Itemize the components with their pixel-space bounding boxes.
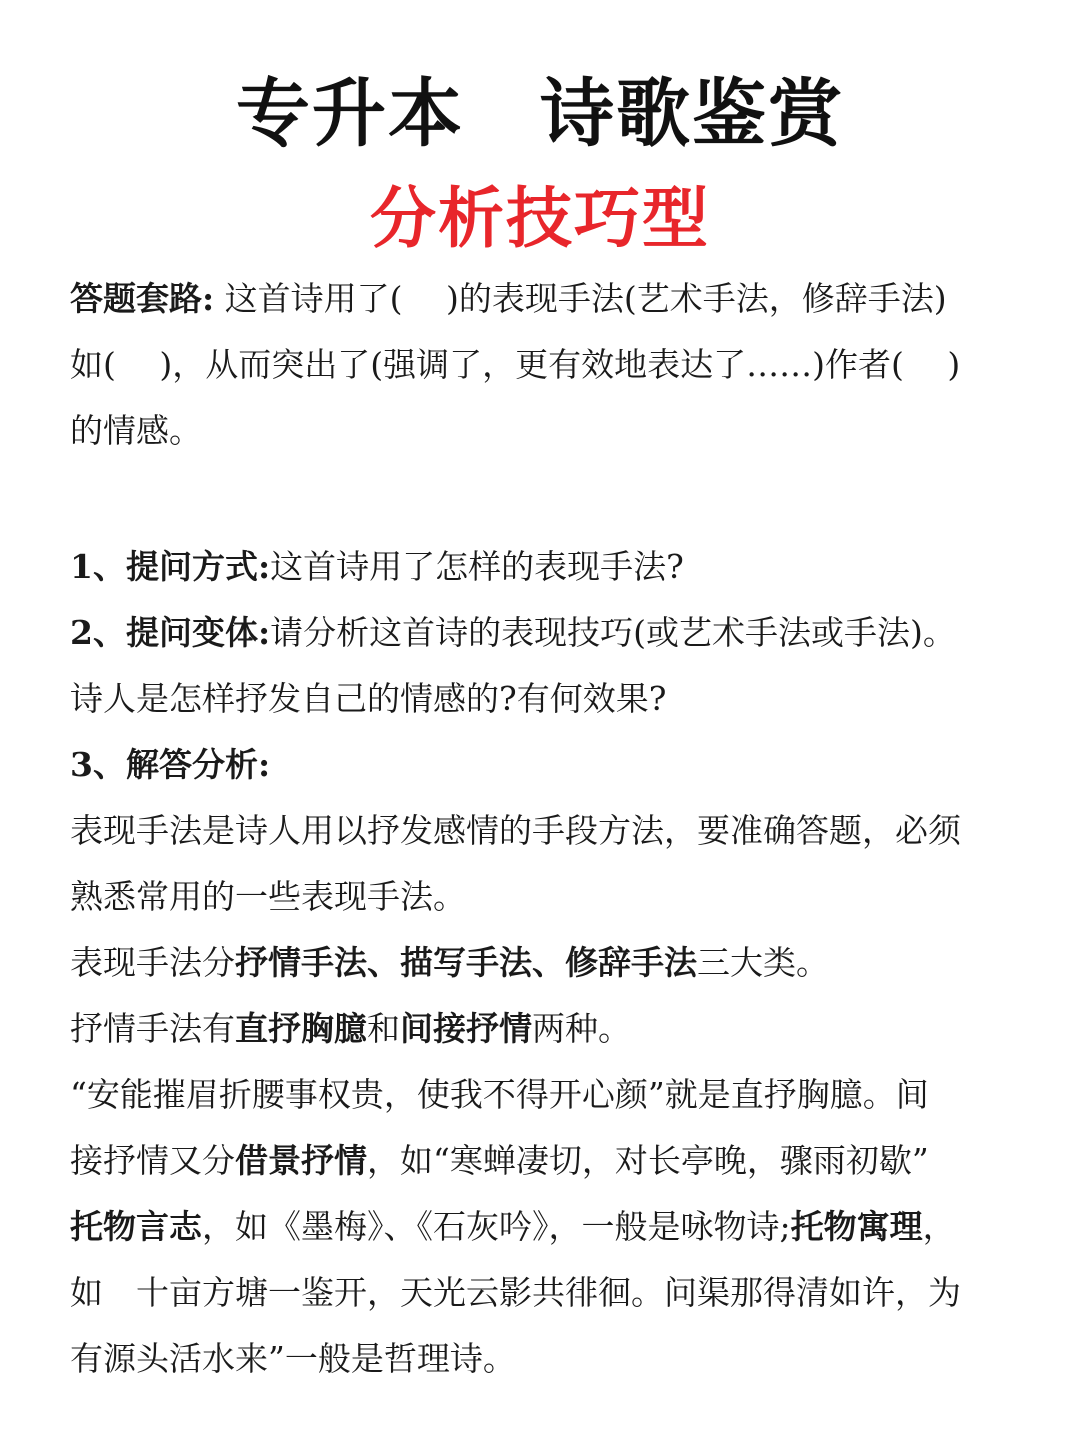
analysis-line-6 [70,1128,1015,1194]
question-item-2-continued: 诗人是怎样抒发自己的情感的?有何效果? [70,679,667,718]
analysis-text: 接抒情又分 [70,1141,235,1180]
question-text-2: 请分析这首诗的表现技巧(或艺术手法或手法)。 [270,613,956,652]
analysis-text: 三大类。 [697,943,829,982]
analysis-line-3 [70,930,1015,996]
analysis-text: 抒情手法有 [70,1009,235,1048]
question-label-3: 3、解答分析: [70,745,271,784]
question-item-1 [70,534,1015,600]
analysis-line-4 [70,996,1015,1062]
analysis-line-2: 熟悉常用的一些表现手法。 [70,877,466,916]
answer-template-section [70,266,1015,464]
analysis-keyword: 直抒胸臆 [235,1009,367,1048]
intro-line-1 [70,266,1015,332]
analysis-keyword: 托物言志 [70,1207,202,1246]
page-subtitle: 分析技巧型 [370,180,710,257]
intro-text-1: 这首诗用了( )的表现手法(艺术手法，修辞手法) [214,279,947,318]
answer-template-label: 答题套路: [70,279,215,318]
analysis-line-1: 表现手法是诗人用以抒发感情的手段方法，要准确答题，必须 [70,811,961,850]
question-label-1: 1、提问方式: [70,547,271,586]
analysis-text: 两种。 [532,1009,631,1048]
analysis-text: 表现手法分 [70,943,235,982]
analysis-keyword: 托物寓理 [790,1207,923,1246]
analysis-line-9: 有源头活水来”一般是哲理诗。 [70,1339,516,1378]
analysis-keyword: 借景抒情 [235,1141,367,1180]
question-item-2 [70,600,1015,666]
intro-line-3: 的情感。 [70,411,202,450]
intro-line-2: 如( )，从而突出了(强调了，更有效地表达了……)作者( ) [70,345,961,384]
question-section [70,534,1015,1392]
question-label-2: 2、提问变体: [70,613,271,652]
analysis-text: ，如“寒蝉凄切，对长亭晚，骤雨初歇” [367,1141,929,1180]
analysis-line-5: “安能摧眉折腰事权贵，使我不得开心颜”就是直抒胸臆。间 [70,1075,929,1114]
analysis-line-7 [70,1194,1015,1260]
analysis-text: ，如《墨梅》、《石灰吟》，一般是咏物诗; [202,1207,791,1246]
analysis-text: 和 [367,1009,400,1048]
analysis-text: ， [922,1207,956,1246]
question-text-1: 这首诗用了怎样的表现手法? [270,547,684,586]
analysis-keyword: 抒情手法、描写手法、修辞手法 [235,943,697,982]
analysis-line-8: 如 十亩方塘一鉴开，天光云影共徘徊。问渠那得清如许，为 [70,1273,961,1312]
page-title: 专升本 诗歌鉴赏 [236,71,844,157]
analysis-keyword: 间接抒情 [400,1009,532,1048]
